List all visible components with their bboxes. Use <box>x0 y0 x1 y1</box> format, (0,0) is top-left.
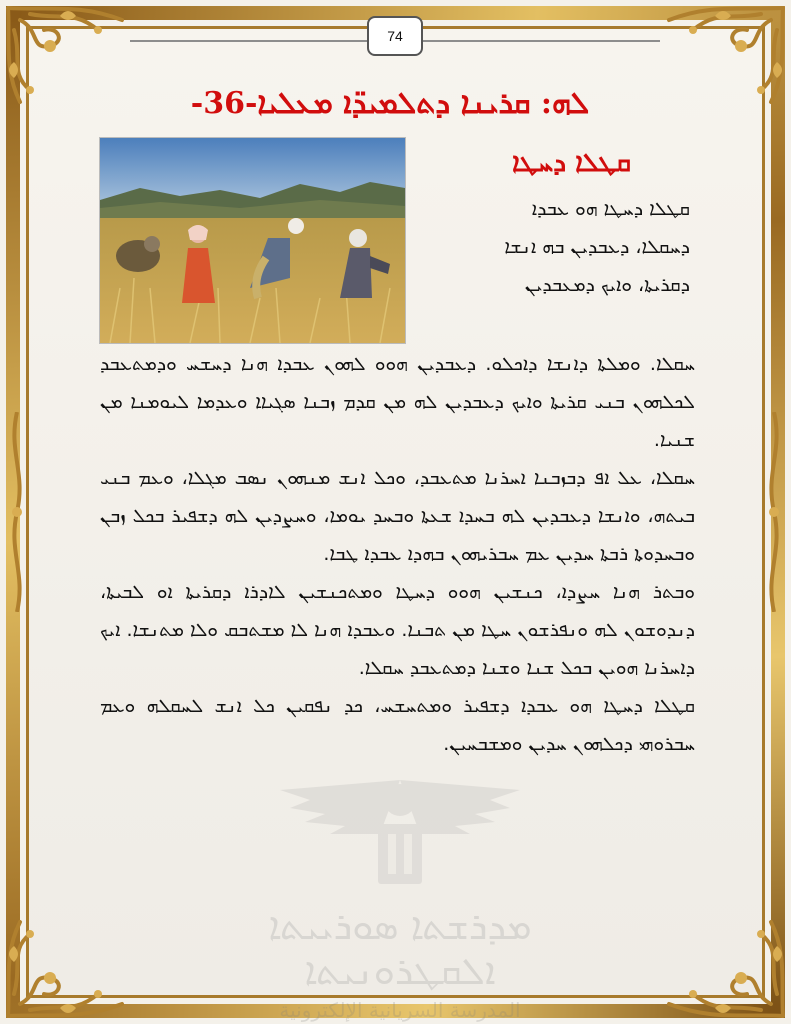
lesson-title: ܠܗ: ܩܪܝܢܐ ܕܬܠܡܝܕ̈ܐ ܡܥܠܝܐ-36- <box>190 86 590 121</box>
paragraph: ܚܩܠܐ، ܥܠ ܐܦ ܕܒܙܒܢܐ ܐܚܪܢܐ ܡܬܥܒܕ، ܘܟܠ ܐܢܫ ܡܢܗܘܢ ܢܣܒ ܡܓܠܐ، ܘܥܡ ܒܢܝ ܒܝܬܗ، ܘܐܢܫܐ ܕܥܒܕܝܢ ܠܗ ܒܚܕܐ ܫܥܬܐ ܘܒܚܕ ܝܘܡܐ، ܘܚܨܕܝܢ ܠܗ ܕܫܦܝܪ ܒܟܠ ܙܒܢ ܘܒܚܕܘܬܐ ܪܒܬܐ ܚܕܝܢ ܥܡ ܚܒܪܝܗܘܢ ܒܗܕܐ ܥܒܕܐ ܛܒܐ. <box>100 467 695 565</box>
intro-line: ܕܚܩܠܐ، ܕܥܒܕܝܢ ܒܗ ܐܢܫܐ <box>504 236 690 258</box>
paragraph: ܘܒܬܪ ܗܢܐ ܚܨܕܐ، ܟܢܫܝܢ ܗܘܘ ܕܚܛܐ ܘܡܬܟܢܫܝܢ ܠܐܕܪܐ ܕܩܪܝܬܐ ܐܘ ܠܒܝܬܐ، ܕܢܕܘܫܘܢ ܠܗ ܘܢܦܪܫܘܢ ܚܛܐ ܡܢ ܬܒܢܐ. ܘܥܒܕܐ ܗܢܐ ܠܐ ܡܫܬܒܩ ܘܠܐ ܡܬܢܫܐ. ܐܝܟ ܕܐܚܪܢܐ ܗܘܝܢ ܒܟܠ ܫܢܐ ܘܫܢܐ ܕܡܬܥܒܕ ܚܩܠܐ. <box>100 581 695 679</box>
watermark-subtitle: المدرسة السريانية الإلكترونية <box>279 998 521 1022</box>
paragraph: ܩܛܠܐ ܕܚܛܐ ܗܘ ܥܒܕܐ ܕܫܦܝܪ ܘܡܬܚܫܚ، ܟܕ ܢܦܩܝܢ ܟܠ ܐܢܫ ܠܚܩܠܗ ܘܥܡ ܚܒܪܘܗܝ ܕܟܠܗܘܢ ܚܕܝܢ ܘܡܫܒܚܝܢ. <box>100 695 695 755</box>
wheat-harvest-photo <box>100 138 405 343</box>
intro-line: ܕܩܪܝܬܐ، ܘܐܝܟ ܕܡܥܒܕܝܢ <box>524 274 690 296</box>
body-text <box>100 345 695 763</box>
intro-line: ܩܛܠܐ ܕܚܛܐ ܗܘ ܥܒܕܐ <box>531 198 690 220</box>
page-number: 74 <box>367 16 423 56</box>
harvest-scene <box>100 138 405 343</box>
section-heading: ܩܛܠܐ ܕܚܛܐ <box>512 148 631 178</box>
intro-text <box>410 190 690 304</box>
watermark-title: ܡܕܪܫܬܐ ܣܘܪܝܝܬܐ ܐܠܩܛܪܘܢܝܬܐ <box>268 904 532 993</box>
paragraph: ܚܩܠܐ. ܘܡܠܬܐ ܕܐܢܫܐ ܕܐܟܠܘ. ܕܥܒܕܝܢ ܗܘܘ ܠܗܘܢ ܥܒܕܐ ܗܢܐ ܕܚܫܚ ܘܕܡܬܥܒܕ ܠܟܠܗܘܢ ܒܢܝ ܩܪܝܬܐ ܘܐܝܟ ܕܥܒܕܝܢ ܠܗ ܡܢ ܩܕܡ ܙܒܢܐ ܣܓܝܐܐ ܘܥܕܡܐ ܠܝܘܡܢܐ ܡܢ ܫܢܝܐ. <box>100 353 695 451</box>
